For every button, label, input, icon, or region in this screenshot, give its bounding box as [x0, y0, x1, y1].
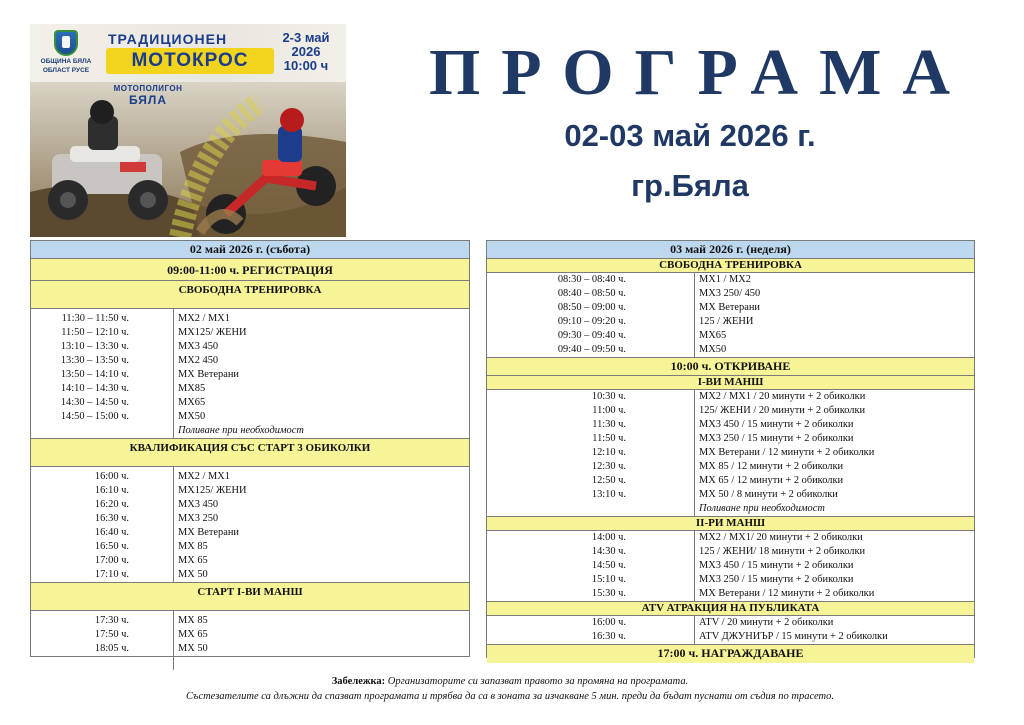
- watering-note: Поливане при необходимост: [699, 503, 825, 514]
- schedule-row: [487, 301, 974, 315]
- row-class: MX3 250 / 15 минути + 2 обиколки: [699, 574, 854, 585]
- row-class: MX3 450 / 15 минути + 2 обиколки: [699, 419, 854, 430]
- schedule-row: [487, 573, 974, 587]
- schedule-row: [487, 630, 974, 644]
- day-2-free-practice-rows: [487, 273, 974, 358]
- schedule-row: [31, 498, 469, 512]
- schedule-day-1: [30, 240, 470, 657]
- day-2-awards: 17:00 ч. НАГРАЖДАВАНЕ: [487, 645, 974, 663]
- row-time: 08:50 – 09:00 ч.: [487, 301, 695, 315]
- row-time: 14:00 ч.: [487, 531, 695, 545]
- row-time: 13:50 – 14:10 ч.: [31, 368, 174, 382]
- schedule-row: [487, 329, 974, 343]
- schedule-row: [487, 404, 974, 418]
- poster-venue-line-1: МОТОПОЛИГОН: [113, 84, 183, 93]
- schedule-row: [31, 410, 469, 424]
- schedule-row: [31, 326, 469, 340]
- row-class: MX50: [699, 344, 727, 355]
- poster-date-line-3: 10:00 ч: [283, 58, 329, 73]
- row-time: 18:05 ч.: [31, 642, 174, 656]
- poster-title-line-1: ТРАДИЦИОНЕН: [108, 31, 228, 47]
- row-class: MX3 450: [178, 499, 219, 510]
- schedule-row: [31, 396, 469, 410]
- day-2-header: 03 май 2026 г. (неделя): [487, 241, 974, 259]
- row-time: 09:30 – 09:40 ч.: [487, 329, 695, 343]
- schedule-row: [487, 446, 974, 460]
- note-label: Забележка:: [331, 676, 386, 687]
- schedule-row: [31, 642, 469, 656]
- day-2-atv-rows: [487, 616, 974, 645]
- row-class: MX 85: [178, 615, 208, 626]
- page-title: ПРОГРАМА: [428, 36, 972, 109]
- row-class: MX Ветерани / 12 минути + 2 обиколки: [699, 447, 875, 458]
- row-class: MX Ветерани: [178, 369, 239, 380]
- day-1-qualification-rows: [31, 467, 469, 583]
- watering-note: Поливане при необходимост: [178, 425, 304, 436]
- schedule-row: [487, 545, 974, 559]
- row-time: 13:10 – 13:30 ч.: [31, 340, 174, 354]
- row-class: MX 50: [178, 643, 208, 654]
- day-2-opening: 10:00 ч. ОТКРИВАНЕ: [487, 358, 974, 376]
- day-1-registration: 09:00-11:00 ч. РЕГИСТРАЦИЯ: [31, 259, 469, 281]
- row-time: 17:50 ч.: [31, 628, 174, 642]
- row-time: 11:30 – 11:50 ч.: [31, 312, 174, 326]
- row-class: MX Ветерани / 12 минути + 2 обиколки: [699, 588, 875, 599]
- day-2-free-practice-title: СВОБОДНА ТРЕНИРОВКА: [487, 259, 974, 273]
- schedule-day-2: [486, 240, 975, 658]
- row-time: 16:20 ч.: [31, 498, 174, 512]
- row-class: MX125/ ЖЕНИ: [178, 327, 247, 338]
- footer-line-1: [60, 674, 960, 689]
- schedule-row: [31, 512, 469, 526]
- footer-line-2: Състезателите са длъжни да спазват програмата и трябва да са в зоната за изчакване 5 мин. преди да бъдат пуснати от съдия по трасето.: [185, 691, 835, 702]
- schedule-row: [487, 390, 974, 404]
- footer-notes: [60, 674, 960, 704]
- row-class: MX65: [178, 397, 206, 408]
- crest-line-1: ОБЩИНА БЯЛА: [40, 58, 92, 65]
- row-class: MX85: [178, 383, 206, 394]
- poster-title-line-2: МОТОКРОС: [106, 48, 274, 74]
- row-class: MX1 / MX2: [699, 274, 751, 285]
- row-class: MX3 250/ 450: [699, 288, 761, 299]
- row-class: MX2 / MX1: [178, 471, 230, 482]
- schedule-note-row: [31, 424, 469, 438]
- row-time: 10:30 ч.: [487, 390, 695, 404]
- event-poster: [30, 24, 346, 237]
- row-time: 14:50 – 15:00 ч.: [31, 410, 174, 424]
- row-time: 08:40 – 08:50 ч.: [487, 287, 695, 301]
- row-time: 13:10 ч.: [487, 488, 695, 502]
- crest-line-2: ОБЛАСТ РУСЕ: [42, 67, 90, 74]
- schedule-note-row: [487, 502, 974, 516]
- row-class: MX2 / MX1: [178, 313, 230, 324]
- schedule-row: [487, 343, 974, 357]
- row-class: MX Ветерани: [699, 302, 760, 313]
- schedule-row: [31, 484, 469, 498]
- row-time: 17:10 ч.: [31, 568, 174, 582]
- row-class: MX 65: [178, 555, 208, 566]
- row-class: MX2 / MX1/ 20 минути + 2 обиколки: [699, 532, 863, 543]
- day-1-qualification-title: КВАЛИФИКАЦИЯ СЪС СТАРТ 3 ОБИКОЛКИ: [31, 439, 469, 467]
- row-class: MX2 / MX1 / 20 минути + 2 обиколки: [699, 391, 866, 402]
- row-time: 17:00 ч.: [31, 554, 174, 568]
- row-class: MX 65 / 12 минути + 2 обиколки: [699, 475, 844, 486]
- row-time: 11:00 ч.: [487, 404, 695, 418]
- event-dates: 02-03 май 2026 г.: [564, 118, 816, 153]
- schedule-row: [31, 554, 469, 568]
- poster-date: [276, 31, 336, 73]
- schedule-row: [31, 628, 469, 642]
- row-class: MX3 250: [178, 513, 219, 524]
- row-time: 13:30 – 13:50 ч.: [31, 354, 174, 368]
- row-time: 14:30 ч.: [487, 545, 695, 559]
- note-text: Организаторите си запазват правото за промяна на програмата.: [387, 676, 689, 687]
- row-class: MX 65: [178, 629, 208, 640]
- row-class: MX 85: [178, 541, 208, 552]
- row-class: MX65: [699, 330, 727, 341]
- schedule-row: [487, 287, 974, 301]
- row-class: MX3 250 / 15 минути + 2 обиколки: [699, 433, 854, 444]
- schedule-row: [31, 312, 469, 326]
- row-class: MX Ветерани: [178, 527, 239, 538]
- row-time: 08:30 – 08:40 ч.: [487, 273, 695, 287]
- row-time: 12:30 ч.: [487, 460, 695, 474]
- row-class: MX2 450: [178, 355, 219, 366]
- poster-venue-line-2: БЯЛА: [128, 93, 168, 107]
- schedule-row: [487, 418, 974, 432]
- day-2-atv-title: ATV АТРАКЦИЯ НА ПУБЛИКАТА: [487, 602, 974, 616]
- row-time: 14:50 ч.: [487, 559, 695, 573]
- schedule-row: [31, 382, 469, 396]
- schedule-row: [487, 432, 974, 446]
- row-time: 16:00 ч.: [487, 616, 695, 630]
- day-2-heat-1-rows: [487, 390, 974, 517]
- schedule-row: [487, 488, 974, 502]
- row-time: 16:30 ч.: [31, 512, 174, 526]
- poster-date-line-2: 2026: [291, 44, 321, 59]
- schedule-row: [31, 470, 469, 484]
- day-1-header: 02 май 2026 г. (събота): [31, 241, 469, 259]
- poster-date-line-1: 2-3 май: [282, 30, 330, 45]
- schedule-row: [31, 526, 469, 540]
- row-time: 16:40 ч.: [31, 526, 174, 540]
- row-time: 09:40 – 09:50 ч.: [487, 343, 695, 357]
- row-time: 12:50 ч.: [487, 474, 695, 488]
- row-time: 14:10 – 14:30 ч.: [31, 382, 174, 396]
- schedule-row: [31, 368, 469, 382]
- row-class: ATV ДЖУНИЪР / 15 минути + 2 обиколки: [699, 631, 888, 642]
- row-time: 12:10 ч.: [487, 446, 695, 460]
- schedule-row: [31, 354, 469, 368]
- schedule-row: [487, 587, 974, 601]
- row-class: 125 / ЖЕНИ/ 18 минути + 2 обиколки: [699, 546, 866, 557]
- schedule-row: [31, 614, 469, 628]
- row-time: 17:30 ч.: [31, 614, 174, 628]
- row-time: 16:00 ч.: [31, 470, 174, 484]
- poster-venue: [96, 84, 200, 107]
- row-class: MX 50 / 8 минути + 2 обиколки: [699, 489, 838, 500]
- row-class: MX 85 / 12 минути + 2 обиколки: [699, 461, 844, 472]
- schedule-row: [31, 568, 469, 582]
- schedule-row: [487, 531, 974, 545]
- row-time: 11:30 ч.: [487, 418, 695, 432]
- row-class: MX 50: [178, 569, 208, 580]
- day-2-heat-2-rows: [487, 531, 974, 602]
- row-class: MX50: [178, 411, 206, 422]
- row-time: 11:50 ч.: [487, 432, 695, 446]
- row-time: 16:50 ч.: [31, 540, 174, 554]
- row-time: 14:30 – 14:50 ч.: [31, 396, 174, 410]
- row-class: ATV / 20 минути + 2 обиколки: [699, 617, 834, 628]
- row-time: 16:10 ч.: [31, 484, 174, 498]
- row-class: MX3 450 / 15 минути + 2 обиколки: [699, 560, 854, 571]
- row-time: 15:10 ч.: [487, 573, 695, 587]
- schedule-row: [487, 315, 974, 329]
- schedule-row: [487, 616, 974, 630]
- day-1-free-practice-title: СВОБОДНА ТРЕНИРОВКА: [31, 281, 469, 309]
- row-time: 16:30 ч.: [487, 630, 695, 644]
- row-class: MX125/ ЖЕНИ: [178, 485, 247, 496]
- row-class: 125 / ЖЕНИ: [699, 316, 754, 327]
- day-2-heat-1-title: I-ВИ МАНШ: [487, 376, 974, 390]
- row-class: 125/ ЖЕНИ / 20 минути + 2 обиколки: [699, 405, 866, 416]
- coat-of-arms-icon: [54, 30, 78, 56]
- schedule-row: [487, 460, 974, 474]
- row-time: 09:10 – 09:20 ч.: [487, 315, 695, 329]
- row-time: 11:50 – 12:10 ч.: [31, 326, 174, 340]
- schedule-row: [487, 273, 974, 287]
- schedule-row: [31, 540, 469, 554]
- schedule-row: [487, 559, 974, 573]
- day-1-free-practice-rows: [31, 309, 469, 439]
- day-1-start-heat-1-title: СТАРТ I-ВИ МАНШ: [31, 583, 469, 611]
- day-2-heat-2-title: II-РИ МАНШ: [487, 517, 974, 531]
- event-city: гр.Бяла: [631, 168, 749, 203]
- day-1-start-heat-1-rows: [31, 611, 469, 670]
- schedule-row: [487, 474, 974, 488]
- row-class: MX3 450: [178, 341, 219, 352]
- schedule-row: [31, 340, 469, 354]
- municipality-crest: [38, 30, 94, 80]
- row-time: 15:30 ч.: [487, 587, 695, 601]
